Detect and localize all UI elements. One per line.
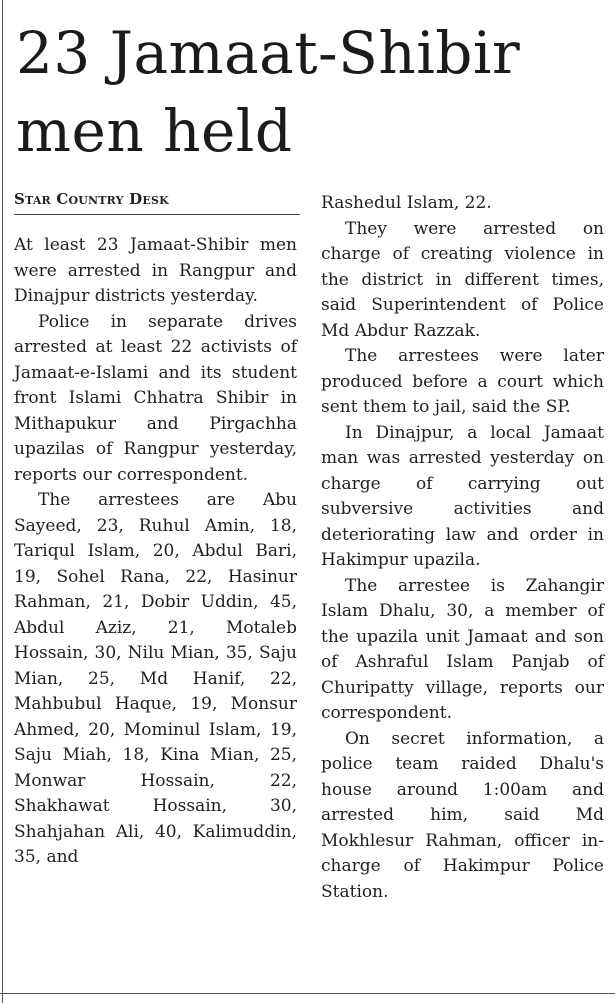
paragraph: Police in separate drives arrested at least 22 activists of Jamaat-e-Islami and its student front Islami Chhatra Shibir in Mithapukur and Pirgachha upazilas of Rangpur yesterday, reports our correspondent. [14, 311, 297, 485]
paragraph: In Dinajpur, a local Jamaat man was arrested yesterday on charge of carrying out subversive activities and deteriorating law and order in Hakimpur upazila. [321, 422, 604, 570]
article-column-left [14, 233, 297, 871]
paragraph: Rashedul Islam, 22. [321, 193, 492, 213]
headline-line-2: men held [16, 97, 293, 165]
paragraph: The arrestee is Zahangir Islam Dhalu, 30, a member of the upazila unit Jamaat and son of Ashraful Islam Panjab of Churipatty village, reports our correspondent. [321, 575, 604, 723]
bottom-rule [0, 993, 615, 994]
article-column-right [321, 191, 604, 905]
headline-line-1: 23 Jamaat-Shibir [16, 19, 521, 87]
column-rule-left [2, 0, 3, 1003]
headline [16, 14, 606, 170]
paragraph: At least 23 Jamaat-Shibir men were arrested in Rangpur and Dinajpur districts yesterday. [14, 235, 297, 306]
paragraph: The arrestees were later produced before a court which sent them to jail, said the SP. [321, 346, 604, 417]
paragraph: The arrestees are Abu Sayeed, 23, Ruhul Amin, 18, Tariqul Islam, 20, Abdul Bari, 19, Sohel Rana, 22, Hasinur Rahman, 21, Dobir Uddin, 45, Abdul Aziz, 21, Motaleb Hossain, 30, Nilu Mian, 35, Saju Mian, 25, Md Hanif, 22, Mahbubul Haque, 19, Monsur Ahmed, 20, Mominul Islam, 19, Saju Miah, 18, Kina Mian, 25, Monwar Hossain, 22, Shakhawat Hossain, 30, Shahjahan Ali, 40, Kalimuddin, 35, and [14, 490, 297, 867]
byline: Star Country Desk [14, 190, 300, 215]
paragraph: On secret information, a police team raided Dhalu's house around 1:00am and arrested him, said Md Mokhlesur Rahman, officer in-charge of Hakimpur Police Station. [321, 728, 604, 902]
paragraph: They were arrested on charge of creating violence in the district in different times, said Superintendent of Police Md Abdur Razzak. [321, 218, 604, 341]
